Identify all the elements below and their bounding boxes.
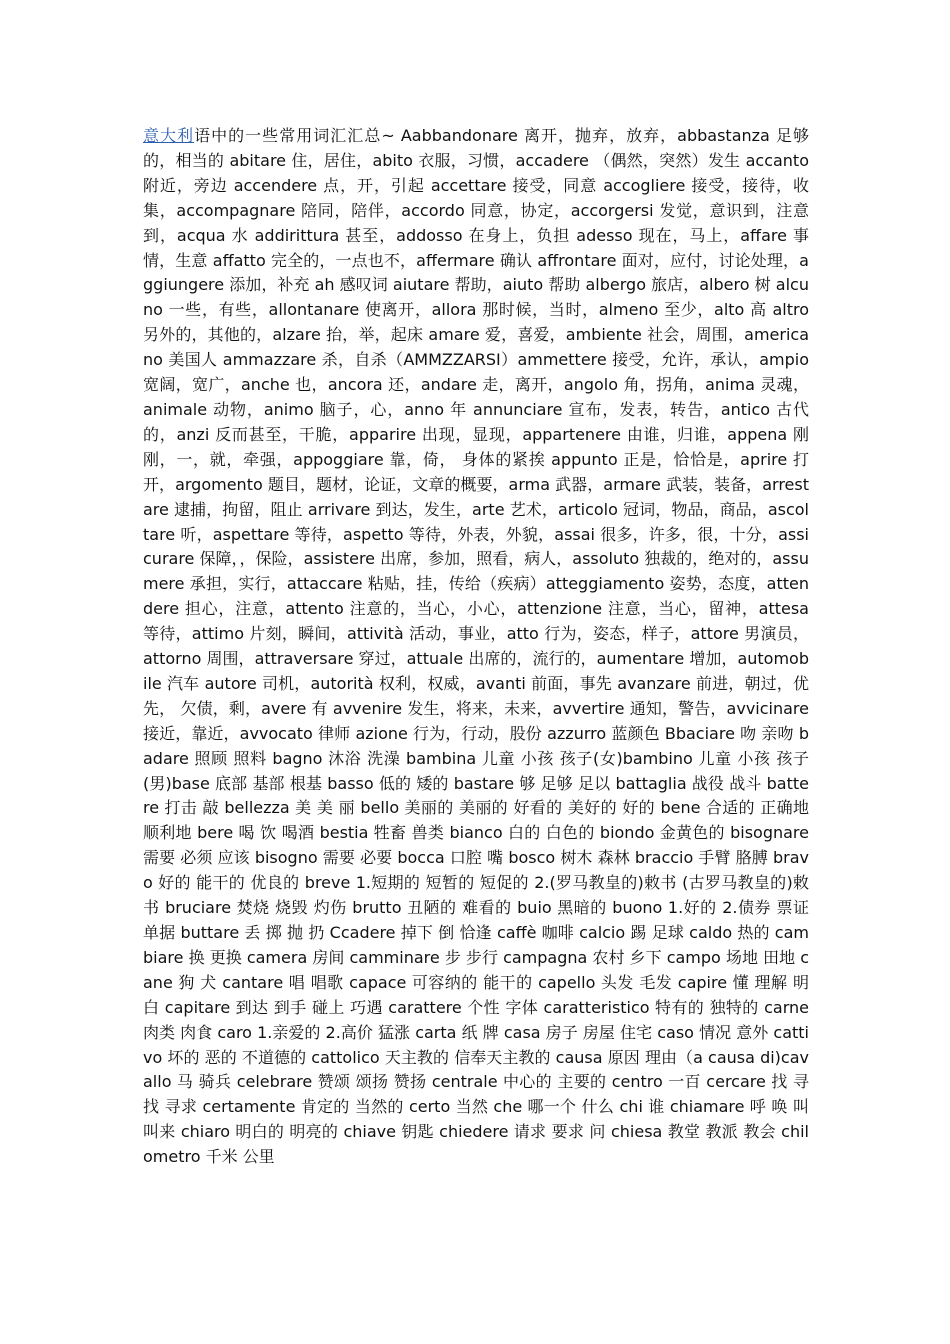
italy-link[interactable]: 意大利 [143, 126, 195, 145]
vocabulary-text: 语中的一些常用词汇汇总~ Aabbandonare 离开，抛弃，放弃，abbastanza 足够的，相当的 abitare 住，居住，abito 衣服，习惯，accadere （偶然，突然）发生 accanto 附近，旁边 accendere 点，开，引起 accettare 接受，同意 accogliere 接受，接待，收集，accompagnare 陪同，陪伴，accordo 同意，协定，accorgersi 发觉，意识到，注意到，acqua 水 addirittura 甚至，addosso 在身上，负担 adesso 现在，马上，affare 事情，生意 affatto 完全的，一点也不，affermare 确认 affrontare 面对，应付，讨论处理，aggiungere 添加，补充 ah 感叹词 aiutare 帮助，aiuto 帮助 albergo 旅店，albero 树 alcuno 一些，有些，allontanare 使离开，allora 那时候，当时，almeno 至少，alto 高 altro 另外的，其他的，alzare 抬，举，起床 amare 爱，喜爱，ambiente 社会，周围，americano 美国人 ammazzare 杀，自杀（AMMZZARSI）ammettere 接受，允许，承认，ampio 宽阔，宽广，anche 也，ancora 还，andare 走，离开，angolo 角，拐角，anima 灵魂，animale 动物，animo 脑子，心，anno 年 annunciare 宣布，发表，转告，antico 古代的，anzi 反而甚至，干脆，apparire 出现，显现，appartenere 由谁，归谁，appena 刚刚，一，就，牵强，appoggiare 靠，倚， 身体的紧挨 appunto 正是，恰恰是，aprire 打开，argomento 题目，题材，论证，文章的概要，arma 武器，armare 武装，装备，arrestare 逮捕，拘留，阻止 arrivare 到达，发生，arte 艺术，articolo 冠词，物品，商品，ascoltare 听，aspettare 等待，aspetto 等待，外表，外貌，assai 很多，许多，很，十分，assicurare 保障，，保险，assistere 出席，参加，照看，病人，assoluto 独裁的，绝对的，assumere 承担，实行，attaccare 粘贴，挂，传给（疾病）atteggiamento 姿势，态度，attendere 担心，注意，attento 注意的，当心，小心，attenzione 注意，当心，留神，attesa 等待，attimo 片刻，瞬间，attività 活动，事业，atto 行为，姿态，样子，attore 男演员，attorno 周围，attraversare 穿过，attuale 出席的，流行的，aumentare 增加，automobile 汽车 autore 司机，autorità 权利，权威，avanti 前面，事先 avanzare 前进，朝过，优先， 欠债，剩，avere 有 avvenire 发生，将来，未来，avvertire 通知，警告，avvicinare 接近，靠近，avvocato 律师 azione 行为，行动，股份 azzurro 蓝颜色 Bbaciare 吻 亲吻 badare 照顾 照料 bagno 沐浴 洗澡 bambina 儿童 小孩 孩子(女)bambino 儿童 小孩 孩子(男)base 底部 基部 根基 basso 低的 矮的 bastare 够 足够 足以 battaglia 战役 战斗 battere 打击 敲 bellezza 美 美 丽 bello 美丽的 美丽的 好看的 美好的 好的 bene 合适的 正确地 顺利地 bere 喝 饮 喝酒 bestia 牲畜 兽类 bianco 白的 白色的 biondo 金黄色的 bisognare 需要 必须 应该 bisogno 需要 必要 bocca 口腔 嘴 bosco 树木 森林 braccio 手臂 胳膊 bravo 好的 能干的 优良的 breve 1.短期的 短暂的 短促的 2.(罗马教皇的)敕书 (古罗马教皇的)敕书 bruciare 焚烧 烧毁 灼伤 brutto 丑陋的 难看的 buio 黑暗的 buono 1.好的 2.债券 票证 单据 buttare 丢 掷 抛 扔 Ccadere 掉下 倒 恰逢 caffè 咖啡 calcio 踢 足球 caldo 热的 cambiare 换 更换 camera 房间 camminare 步 步行 campagna 农村 乡下 campo 场地 田地 cane 狗 犬 cantare 唱 唱歌 capace 可容纳的 能干的 capello 头发 毛发 capire 懂 理解 明白 capitare 到达 到手 碰上 巧遇 carattere 个性 字体 caratteristico 特有的 独特的 carne 肉类 肉食 caro 1.亲爱的 2.高价 猛涨 carta 纸 牌 casa 房子 房屋 住宅 caso 情况 意外 cattivo 坏的 恶的 不道德的 cattolico 天主教的 信奉天主教的 causa 原因 理由（a causa di)cavallo 马 骑兵 celebrare 赞颂 颂扬 赞扬 centrale 中心的 主要的 centro 一百 cercare 找 寻找 寻求 certamente 肯定的 当然的 certo 当然 che 哪一个 什么 chi 谁 chiamare 呼 唤 叫 叫来 chiaro 明白的 明亮的 chiave 钥匙 chiedere 请求 要求 问 chiesa 教堂 教派 教会 chilometro 千米 公里 [143, 126, 809, 1167]
document-page [143, 124, 809, 1170]
vocabulary-paragraph [143, 124, 809, 1170]
